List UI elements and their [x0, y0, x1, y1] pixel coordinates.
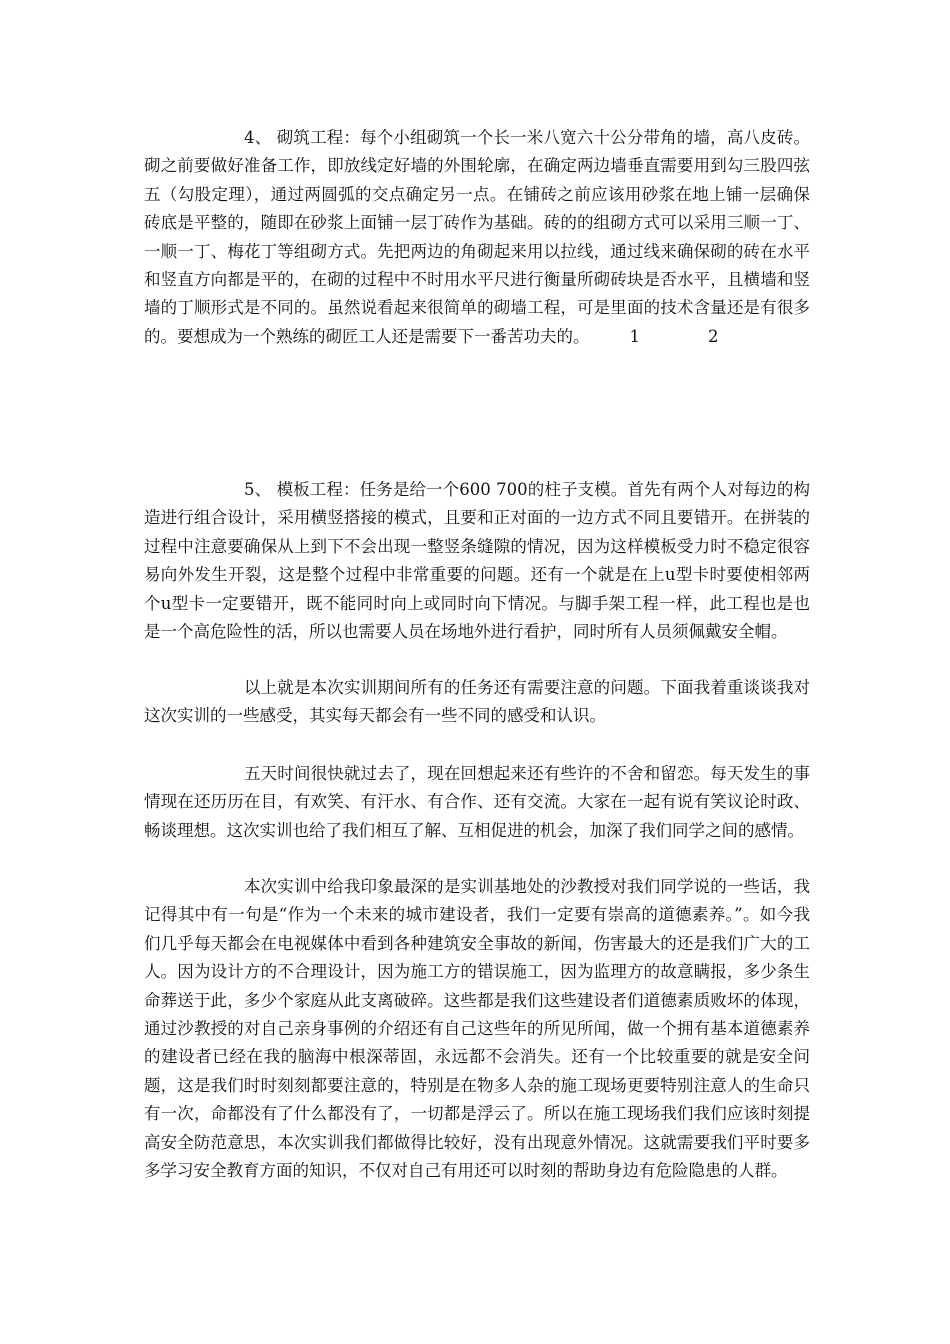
page-marker-1: 1 — [629, 326, 640, 346]
paragraph-impression: 本次实训中给我印象最深的是实训基地处的沙教授对我们同学说的一些话，我记得其中有一句是“作为一个未来的城市建设者，我们一定要有崇高的道德素养。”。如今我们几乎每天都会在电视媒体中看到各种建筑安全事故的新闻，伤害最大的还是我们广大的工人。因为设计方的不合理设计，因为施工方的错误施工，因为监理方的故意瞒报，多少条生命葬送于此，多少个家庭从此支离破碎。这些都是我们这些建设者们道德素质败坏的体现，通过沙教授的对自己亲身事例的介绍还有自己这些年的所见所闻，做一个拥有基本道德素养的建设者已经在我的脑海中根深蒂固，永远都不会消失。还有一个比较重要的就是安全问题，这是我们时时刻刻都要注意的，特别是在物多人杂的施工现场更要特别注意人的生命只有一次，命都没有了什么都没有了，一切都是浮云了。所以在施工现场我们我们应该时刻提高安全防范意思，本次实训我们都做得比较好，没有出现意外情况。这就需要我们平时要多多学习安全教育方面的知识，不仅对自己有用还可以时刻的帮助身边有危险隐患的人群。 — [144, 877, 810, 1181]
paragraph-feelings: 五天时间很快就过去了，现在回想起来还有些许的不舍和留恋。每天发生的事情现在还历历在目，有欢笑、有汗水、有合作、还有交流。大家在一起有说有笑议论时政、畅谈理想。这次实训也给了我们相互了解、互相促进的机会，加深了我们同学之间的感情。 — [144, 764, 810, 840]
page-marker-2: 2 — [708, 326, 719, 346]
paragraph-masonry — [144, 124, 810, 351]
paragraph-formwork: 5、 模板工程：任务是给一个600 700的柱子支模。首先有两个人对每边的构造进行组合设计，采用横竖搭接的模式，且要和正对面的一边方式不同且要错开。在拼装的过程中注意要确保从上到下不会出现一整竖条缝隙的情况，因为这样模板受力时不稳定很容易向外发生开裂，这是整个过程中非常重要的问题。还有一个就是在上u型卡时要使相邻两个u型卡一定要错开，既不能同时向上或同时向下情况。与脚手架工程一样，此工程也是也是一个高危险性的活，所以也需要人员在场地外进行看护，同时所有人员须佩戴安全帽。 — [144, 480, 810, 642]
paragraph-summary: 以上就是本次实训期间所有的任务还有需要注意的问题。下面我着重谈谈我对这次实训的一些感受，其实每天都会有一些不同的感受和认识。 — [144, 678, 810, 726]
paragraph-masonry-text: 4、 砌筑工程：每个小组砌筑一个长一米八宽六十公分带角的墙，高八皮砖。砌之前要做好准备工作，即放线定好墙的外围轮廓，在确定两边墙垂直需要用到勾三股四弦五（勾股定理），通过两圆弧的交点确定另一点。在铺砖之前应该用砂浆在地上铺一层确保砖底是平整的，随即在砂浆上面铺一层丁砖作为基础。砖的的组砌方式可以采用三顺一丁、一顺一丁、梅花丁等组砌方式。先把两边的角砌起来用以拉线，通过线来确保砌的砖在水平和竖直方向都是平的，在砌的过程中不时用水平尺进行衡量所砌砖块是否水平，且横墙和竖墙的丁顺形式是不同的。虽然说看起来很简单的砌墙工程，可是里面的技术含量还是有很多的。要想成为一个熟练的砌匠工人还是需要下一番苦功夫的。 — [144, 128, 810, 346]
